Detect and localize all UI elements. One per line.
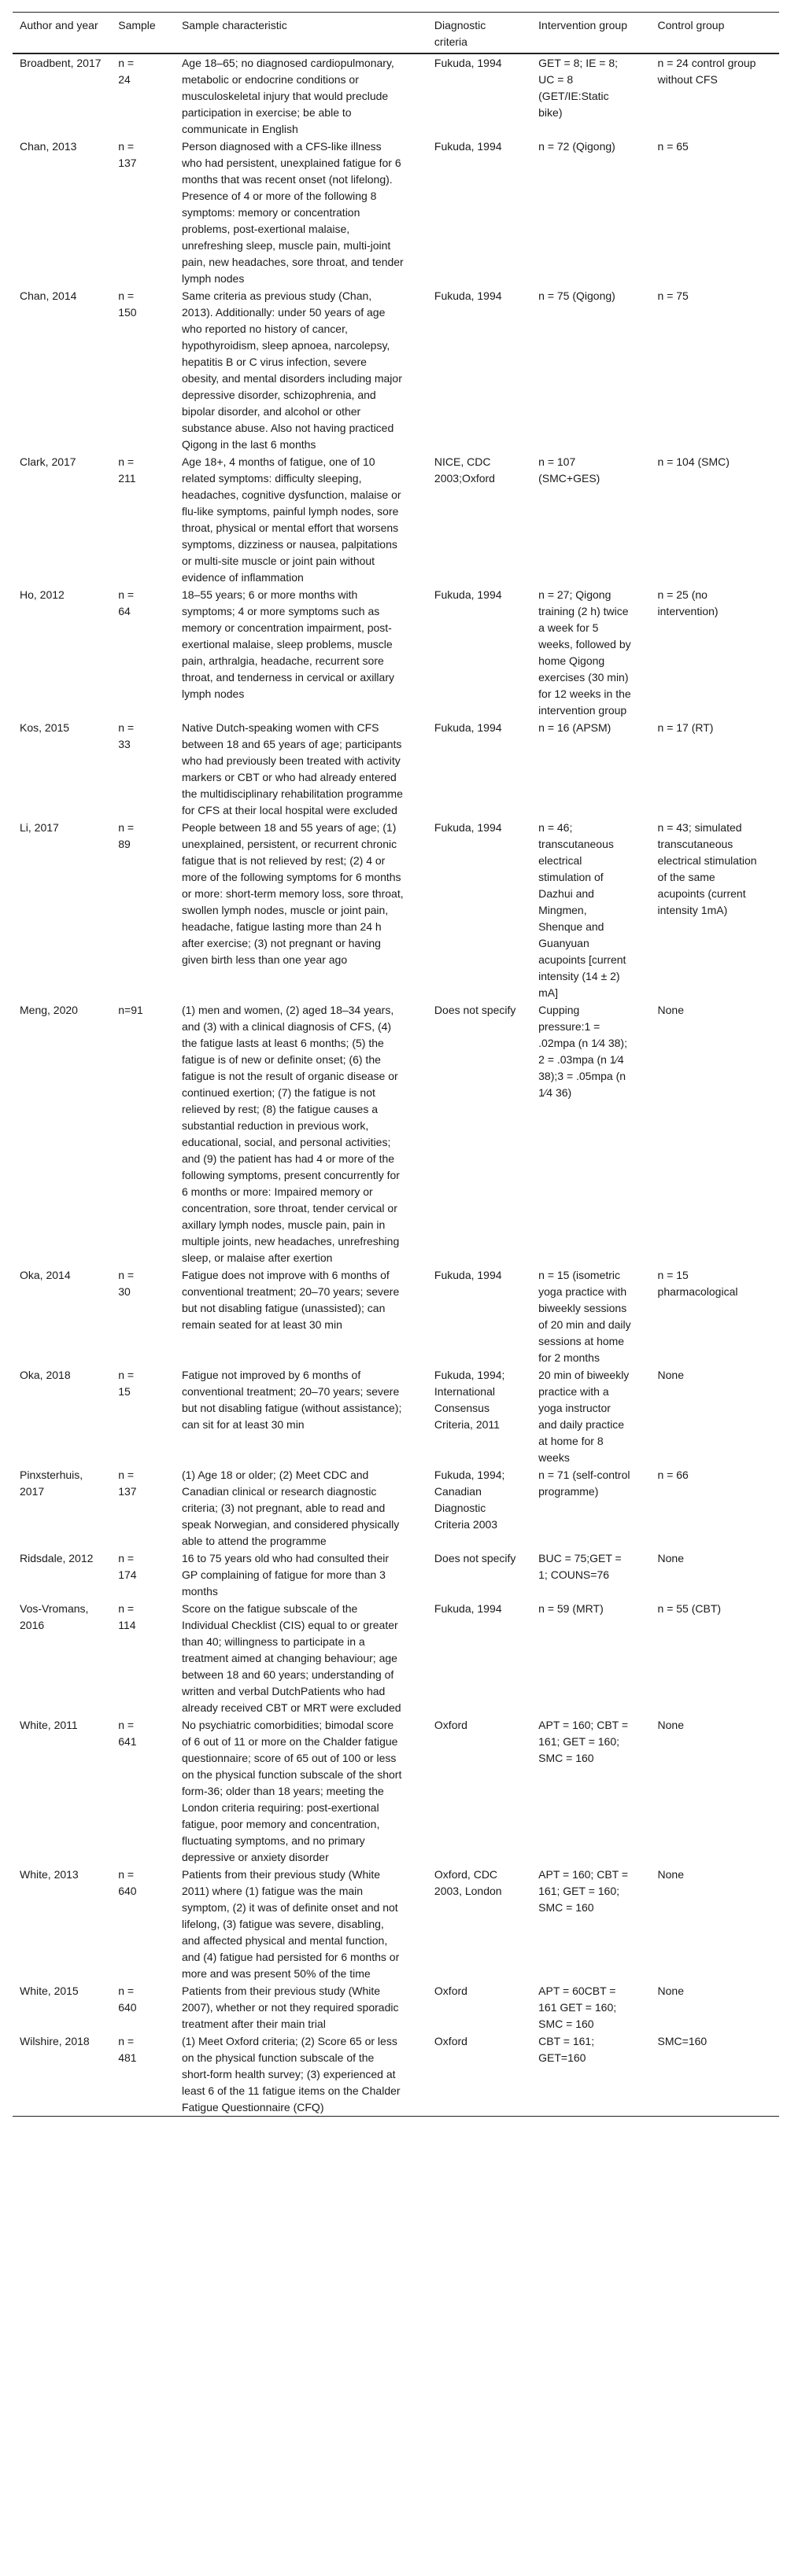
cell-text: White, 2013 bbox=[20, 1868, 79, 1881]
intervention-group-cell bbox=[538, 719, 657, 819]
header-label: Sample characteristic bbox=[181, 19, 287, 31]
cell-text: CBT = 161; GET=160 bbox=[538, 2035, 595, 2064]
intervention-group-cell bbox=[538, 287, 657, 453]
cell-text: n = 104 (SMC) bbox=[657, 455, 730, 468]
diagnostic-criteria-cell bbox=[434, 1550, 538, 1600]
cell-text: n = 24 control group without CFS bbox=[657, 57, 756, 86]
table-row bbox=[13, 1550, 779, 1600]
intervention-group-cell bbox=[538, 1600, 657, 1716]
intervention-group-cell bbox=[538, 819, 657, 1001]
cell-text: n = 137 bbox=[118, 1469, 137, 1498]
author-year-cell bbox=[13, 453, 118, 586]
table-row bbox=[13, 1600, 779, 1716]
cell-text: n = 46; transcutaneous electrical stimulation of Dazhui and Mingmen, Shenque and Guanyuan acupoints [current intensity (14 ± 2) mA] bbox=[538, 821, 626, 999]
cell-text: Clark, 2017 bbox=[20, 455, 76, 468]
intervention-group-cell bbox=[538, 586, 657, 719]
cell-text: Kos, 2015 bbox=[20, 721, 70, 734]
study-characteristics-table bbox=[13, 12, 779, 2117]
cell-text: n = 150 bbox=[118, 289, 137, 319]
cell-text: Oxford bbox=[434, 1985, 467, 1997]
control-group-cell bbox=[658, 1600, 779, 1716]
author-year-cell bbox=[13, 138, 118, 287]
cell-text: n=91 bbox=[118, 1004, 143, 1016]
header-label: Control group bbox=[657, 19, 725, 31]
table-row bbox=[13, 819, 779, 1001]
cell-text: n = 114 bbox=[118, 1602, 136, 1631]
sample-cell bbox=[118, 819, 182, 1001]
sample-characteristic-cell bbox=[182, 719, 434, 819]
cell-text: n = 211 bbox=[118, 455, 136, 485]
cell-text: Fukuda, 1994 bbox=[434, 289, 502, 302]
control-group-cell bbox=[658, 1001, 779, 1266]
author-year-cell bbox=[13, 1366, 118, 1466]
author-year-cell bbox=[13, 2032, 118, 2117]
cell-text: n = 64 bbox=[118, 588, 135, 617]
cell-text: n = 27; Qigong training (2 h) twice a week for 5 weeks, followed by home Qigong exercises (30 min) for 12 weeks in the intervention group bbox=[538, 588, 631, 717]
table-row bbox=[13, 1716, 779, 1866]
intervention-group-cell bbox=[538, 1550, 657, 1600]
cell-text: People between 18 and 55 years of age; (1) unexplained, persistent, or recurrent chronic fatigue that is not relieved by rest; (2) 4 or more of the following symptoms for 6 months or more: short-term memory loss, sore throat, swollen lymph nodes, muscle or joint pain, headache, fatigue lasting more than 24 h after exercise; (3) not pregnant or having given birth less than one year ago bbox=[181, 821, 404, 966]
diagnostic-criteria-cell bbox=[434, 138, 538, 287]
cell-text: Oxford, CDC 2003, London bbox=[434, 1868, 502, 1897]
diagnostic-criteria-cell bbox=[434, 2032, 538, 2117]
cell-text: n = 16 (APSM) bbox=[538, 721, 611, 734]
cell-text: Chan, 2013 bbox=[20, 140, 77, 153]
cell-text: APT = 60CBT = 161 GET = 160; SMC = 160 bbox=[538, 1985, 617, 2030]
cell-text: n = 137 bbox=[118, 140, 137, 169]
diagnostic-criteria-cell bbox=[434, 1001, 538, 1266]
cell-text: n = 174 bbox=[118, 1552, 137, 1581]
control-group-cell bbox=[658, 586, 779, 719]
cell-text: Fukuda, 1994 bbox=[434, 721, 502, 734]
cell-text: BUC = 75;GET = 1; COUNS=76 bbox=[538, 1552, 622, 1581]
cell-text: Chan, 2014 bbox=[20, 289, 77, 302]
table-row bbox=[13, 453, 779, 586]
intervention-group-cell bbox=[538, 1982, 657, 2032]
cell-text: Does not specify bbox=[434, 1552, 516, 1564]
cell-text: Broadbent, 2017 bbox=[20, 57, 102, 69]
cell-text: Fukuda, 1994 bbox=[434, 57, 502, 69]
cell-text: n = 65 bbox=[657, 140, 689, 153]
cell-text: n = 107 (SMC+GES) bbox=[538, 455, 600, 485]
diagnostic-criteria-cell bbox=[434, 719, 538, 819]
cell-text: Fatigue not improved by 6 months of conventional treatment; 20–70 years; severe but not disabling fatigue (without assistance); can sit for at least 30 min bbox=[181, 1369, 402, 1431]
sample-cell bbox=[118, 1982, 182, 2032]
cell-text: n = 55 (CBT) bbox=[657, 1602, 722, 1615]
diagnostic-criteria-cell bbox=[434, 287, 538, 453]
cell-text: Oxford bbox=[434, 1719, 467, 1731]
author-year-cell bbox=[13, 1982, 118, 2032]
cell-text: n = 15 pharmacological bbox=[657, 1269, 738, 1298]
cell-text: n = 24 bbox=[118, 57, 135, 86]
cell-text: Age 18+, 4 months of fatigue, one of 10 related symptoms: difficulty sleeping, headaches, cognitive dysfunction, malaise or flu-like symptoms, painful lymph nodes, sore throat, physical or mental effort that worsens symptoms, dizziness or nausea, palpitations or multi-site muscle or joint pain without evidence of inflammation bbox=[181, 455, 401, 584]
cell-text: Oxford bbox=[434, 2035, 467, 2047]
table-row bbox=[13, 2032, 779, 2117]
cell-text: n = 641 bbox=[118, 1719, 137, 1748]
cell-text: n = 15 (isometric yoga practice with biweekly sessions of 20 min and daily sessions at home for 2 months bbox=[538, 1269, 631, 1364]
header-control-group bbox=[658, 13, 779, 54]
cell-text: Fukuda, 1994 bbox=[434, 588, 502, 601]
cell-text: Vos-Vromans, 2016 bbox=[20, 1602, 89, 1631]
cell-text: n = 72 (Qigong) bbox=[538, 140, 615, 153]
table-row bbox=[13, 586, 779, 719]
cell-text: None bbox=[657, 1985, 684, 1997]
table-row bbox=[13, 1266, 779, 1366]
author-year-cell bbox=[13, 1600, 118, 1716]
diagnostic-criteria-cell bbox=[434, 819, 538, 1001]
author-year-cell bbox=[13, 53, 118, 138]
sample-characteristic-cell bbox=[182, 1982, 434, 2032]
cell-text: NICE, CDC 2003;Oxford bbox=[434, 455, 495, 485]
control-group-cell bbox=[658, 719, 779, 819]
cell-text: Fukuda, 1994 bbox=[434, 140, 502, 153]
author-year-cell bbox=[13, 287, 118, 453]
author-year-cell bbox=[13, 586, 118, 719]
cell-text: White, 2015 bbox=[20, 1985, 79, 1997]
cell-text: SMC=160 bbox=[657, 2035, 708, 2047]
sample-cell bbox=[118, 53, 182, 138]
intervention-group-cell bbox=[538, 2032, 657, 2117]
sample-cell bbox=[118, 1716, 182, 1866]
cell-text: Fatigue does not improve with 6 months of conventional treatment; 20–70 years; severe but not disabling fatigue (unassisted); can remain seated for at least 30 min bbox=[181, 1269, 400, 1331]
sample-characteristic-cell bbox=[182, 1466, 434, 1550]
control-group-cell bbox=[658, 819, 779, 1001]
sample-characteristic-cell bbox=[182, 1716, 434, 1866]
diagnostic-criteria-cell bbox=[434, 1266, 538, 1366]
diagnostic-criteria-cell bbox=[434, 1716, 538, 1866]
control-group-cell bbox=[658, 1550, 779, 1600]
cell-text: Fukuda, 1994 bbox=[434, 1602, 502, 1615]
author-year-cell bbox=[13, 1266, 118, 1366]
diagnostic-criteria-cell bbox=[434, 1600, 538, 1716]
table-header-row bbox=[13, 13, 779, 54]
author-year-cell bbox=[13, 1466, 118, 1550]
author-year-cell bbox=[13, 1866, 118, 1982]
cell-text: n = 640 bbox=[118, 1868, 137, 1897]
sample-cell bbox=[118, 1550, 182, 1600]
cell-text: n = 481 bbox=[118, 2035, 137, 2064]
cell-text: (1) men and women, (2) aged 18–34 years, and (3) with a clinical diagnosis of CFS, (4) the fatigue lasts at least 6 months; (5) the fatigue is of new or definite onset; (6) the fatigue is not the result of organic disease or continued exertion; (7) the fatigue is not relieved by rest; (8) the fatigue causes a substantial reduction in previous work, educational, social, and personal activities; and (9) the patient has had 4 or more of the following symptoms, present concurrently for 6 months or more: Impaired memory or concentration, sore throat, tender cervical or axillary lymph nodes, muscle pain, pain in multiple joints, new headaches, unrefreshing sleep, or malaise after exertion bbox=[181, 1004, 400, 1264]
author-year-cell bbox=[13, 1550, 118, 1600]
header-sample-characteristic bbox=[182, 13, 434, 54]
diagnostic-criteria-cell bbox=[434, 53, 538, 138]
table-row bbox=[13, 1982, 779, 2032]
cell-text: Patients from their previous study (White 2007), whether or not they required sporadic treatment after their main trial bbox=[181, 1985, 399, 2030]
sample-characteristic-cell bbox=[182, 819, 434, 1001]
sample-characteristic-cell bbox=[182, 453, 434, 586]
table-row bbox=[13, 287, 779, 453]
author-year-cell bbox=[13, 1001, 118, 1266]
cell-text: Fukuda, 1994 bbox=[434, 821, 502, 834]
cell-text: White, 2011 bbox=[20, 1719, 78, 1731]
sample-cell bbox=[118, 1266, 182, 1366]
control-group-cell bbox=[658, 1716, 779, 1866]
cell-text: n = 75 bbox=[657, 289, 689, 302]
control-group-cell bbox=[658, 1866, 779, 1982]
control-group-cell bbox=[658, 1982, 779, 2032]
header-label: Author and year bbox=[20, 19, 98, 31]
cell-text: Oka, 2014 bbox=[20, 1269, 71, 1281]
cell-text: n = 43; simulated transcutaneous electrical stimulation of the same acupoints (current intensity 1mA) bbox=[657, 821, 757, 916]
sample-cell bbox=[118, 1466, 182, 1550]
control-group-cell bbox=[658, 1366, 779, 1466]
cell-text: n = 25 (no intervention) bbox=[657, 588, 719, 617]
diagnostic-criteria-cell bbox=[434, 1982, 538, 2032]
cell-text: Score on the fatigue subscale of the Individual Checklist (CIS) equal to or greater than 40; willingness to participate in a treatment aimed at changing behaviour; age between 18 and 60 years; understanding of written and verbal DutchPatients who had already received CBT or MRT were excluded bbox=[181, 1602, 401, 1714]
table-row bbox=[13, 1001, 779, 1266]
cell-text: Does not specify bbox=[434, 1004, 516, 1016]
control-group-cell bbox=[658, 287, 779, 453]
cell-text: n = 89 bbox=[118, 821, 135, 850]
sample-characteristic-cell bbox=[182, 1366, 434, 1466]
sample-cell bbox=[118, 287, 182, 453]
cell-text: Fukuda, 1994 bbox=[434, 1269, 502, 1281]
table-row bbox=[13, 53, 779, 138]
sample-cell bbox=[118, 453, 182, 586]
cell-text: Li, 2017 bbox=[20, 821, 59, 834]
cell-text: n = 71 (self-control programme) bbox=[538, 1469, 630, 1498]
sample-cell bbox=[118, 1866, 182, 1982]
intervention-group-cell bbox=[538, 453, 657, 586]
cell-text: Pinxsterhuis, 2017 bbox=[20, 1469, 83, 1498]
cell-text: GET = 8; IE = 8; UC = 8 (GET/IE:Static bike) bbox=[538, 57, 619, 119]
control-group-cell bbox=[658, 1266, 779, 1366]
header-label: Diagnostic criteria bbox=[434, 19, 486, 48]
control-group-cell bbox=[658, 453, 779, 586]
cell-text: Cupping pressure:1 = .02mpa (n 1⁄4 38); 2 = .03mpa (n 1⁄4 38);3 = .05mpa (n 1⁄4 36) bbox=[538, 1004, 627, 1099]
cell-text: Person diagnosed with a CFS-like illness who had persistent, unexplained fatigue for 6 months that was recent onset (not lifelong). Presence of 4 or more of the following 8 symptoms: memory or concentration problems, post-exertional malaise, unrefreshing sleep, muscle pain, multi-joint pain, new headaches, sore throat, and tender lymph nodes bbox=[181, 140, 404, 285]
diagnostic-criteria-cell bbox=[434, 586, 538, 719]
cell-text: 18–55 years; 6 or more months with symptoms; 4 or more symptoms such as memory or concentration impairment, post-exertional malaise, sleep problems, muscle pain, arthralgia, headache, recurrent sore throat, and tenderness in cervical or axillary lymph nodes bbox=[181, 588, 394, 700]
intervention-group-cell bbox=[538, 1466, 657, 1550]
sample-characteristic-cell bbox=[182, 1600, 434, 1716]
header-sample bbox=[118, 13, 182, 54]
sample-characteristic-cell bbox=[182, 1266, 434, 1366]
cell-text: Oka, 2018 bbox=[20, 1369, 71, 1381]
header-intervention-group bbox=[538, 13, 657, 54]
intervention-group-cell bbox=[538, 53, 657, 138]
header-author-year bbox=[13, 13, 118, 54]
control-group-cell bbox=[658, 53, 779, 138]
intervention-group-cell bbox=[538, 1001, 657, 1266]
cell-text: APT = 160; CBT = 161; GET = 160; SMC = 160 bbox=[538, 1719, 629, 1764]
cell-text: n = 15 bbox=[118, 1369, 135, 1398]
author-year-cell bbox=[13, 719, 118, 819]
sample-cell bbox=[118, 719, 182, 819]
cell-text: No psychiatric comorbidities; bimodal score of 6 out of 11 or more on the Chalder fatigue questionnaire; score of 65 out of 100 or less on the physical function subscale of the short form-36; older than 18 years; meeting the London criteria requiring: post-exertional fatigue, poor memory and concentration, fluctuating symptoms, and no primary depressive or anxiety disorder bbox=[181, 1719, 402, 1863]
control-group-cell bbox=[658, 138, 779, 287]
header-label: Intervention group bbox=[538, 19, 627, 31]
cell-text: 16 to 75 years old who had consulted their GP complaining of fatigue for more than 3 months bbox=[181, 1552, 390, 1598]
cell-text: APT = 160; CBT = 161; GET = 160; SMC = 160 bbox=[538, 1868, 629, 1914]
header-diagnostic-criteria bbox=[434, 13, 538, 54]
cell-text: n = 33 bbox=[118, 721, 135, 750]
sample-cell bbox=[118, 138, 182, 287]
cell-text: n = 66 bbox=[657, 1469, 689, 1481]
intervention-group-cell bbox=[538, 1266, 657, 1366]
cell-text: n = 75 (Qigong) bbox=[538, 289, 615, 302]
cell-text: (1) Meet Oxford criteria; (2) Score 65 or less on the physical function subscale of the short-form health survey; (3) experienced at least 6 of the 11 fatigue items on the Chalder Fatigue Questionnaire (CFQ) bbox=[181, 2035, 401, 2113]
author-year-cell bbox=[13, 819, 118, 1001]
cell-text: None bbox=[657, 1369, 684, 1381]
sample-characteristic-cell bbox=[182, 586, 434, 719]
cell-text: n = 30 bbox=[118, 1269, 135, 1298]
control-group-cell bbox=[658, 1466, 779, 1550]
cell-text: Age 18–65; no diagnosed cardiopulmonary, metabolic or endocrine conditions or musculoskeletal injury that would preclude participation in exercise; be able to communicate in English bbox=[181, 57, 394, 135]
sample-cell bbox=[118, 1600, 182, 1716]
cell-text: Same criteria as previous study (Chan, 2013). Additionally: under 50 years of age who reported no history of cancer, hypothyroidism, sleep apnoea, narcolepsy, hepatitis B or C virus infection, severe obesity, and mental disorders including major depressive disorder, schizophrenia, and bipolar disorder, and alcohol or other substance abuse. Also not having practiced Qigong in the last 6 months bbox=[181, 289, 402, 451]
cell-text: None bbox=[657, 1004, 684, 1016]
intervention-group-cell bbox=[538, 1366, 657, 1466]
cell-text: n = 17 (RT) bbox=[657, 721, 714, 734]
sample-cell bbox=[118, 1001, 182, 1266]
sample-characteristic-cell bbox=[182, 2032, 434, 2117]
table-row bbox=[13, 719, 779, 819]
cell-text: Ho, 2012 bbox=[20, 588, 65, 601]
cell-text: Wilshire, 2018 bbox=[20, 2035, 90, 2047]
cell-text: None bbox=[657, 1552, 684, 1564]
sample-characteristic-cell bbox=[182, 53, 434, 138]
control-group-cell bbox=[658, 2032, 779, 2117]
table-row bbox=[13, 138, 779, 287]
sample-characteristic-cell bbox=[182, 1001, 434, 1266]
diagnostic-criteria-cell bbox=[434, 453, 538, 586]
sample-characteristic-cell bbox=[182, 138, 434, 287]
cell-text: None bbox=[657, 1719, 684, 1731]
sample-characteristic-cell bbox=[182, 1866, 434, 1982]
cell-text: Native Dutch-speaking women with CFS between 18 and 65 years of age; participants who had previously been treated with activity markers or CBT or who had already entered the multidisciplinary rehabilitation programme for CFS at their local hospital were excluded bbox=[181, 721, 403, 816]
sample-characteristic-cell bbox=[182, 1550, 434, 1600]
table-row bbox=[13, 1466, 779, 1550]
sample-cell bbox=[118, 1366, 182, 1466]
intervention-group-cell bbox=[538, 1716, 657, 1866]
cell-text: Ridsdale, 2012 bbox=[20, 1552, 94, 1564]
cell-text: 20 min of biweekly practice with a yoga instructor and daily practice at home for 8 weeks bbox=[538, 1369, 630, 1464]
cell-text: Fukuda, 1994; Canadian Diagnostic Criteria 2003 bbox=[434, 1469, 505, 1531]
diagnostic-criteria-cell bbox=[434, 1366, 538, 1466]
sample-cell bbox=[118, 2032, 182, 2117]
sample-characteristic-cell bbox=[182, 287, 434, 453]
header-label: Sample bbox=[118, 19, 156, 31]
diagnostic-criteria-cell bbox=[434, 1866, 538, 1982]
table-body bbox=[13, 53, 779, 2117]
cell-text: n = 59 (MRT) bbox=[538, 1602, 604, 1615]
intervention-group-cell bbox=[538, 138, 657, 287]
cell-text: n = 640 bbox=[118, 1985, 137, 2014]
diagnostic-criteria-cell bbox=[434, 1466, 538, 1550]
cell-text: Patients from their previous study (White 2011) where (1) fatigue was the main symptom, (2) it was of definite onset and not lifelong, (3) fatigue was severe, disabling, and affected physical and mental function, and (4) fatigue had persisted for 6 months or more and was present 50% of the time bbox=[181, 1868, 400, 1980]
cell-text: Fukuda, 1994; International Consensus Criteria, 2011 bbox=[434, 1369, 505, 1431]
cell-text: (1) Age 18 or older; (2) Meet CDC and Canadian clinical or research diagnostic criteria; (3) not pregnant, able to read and speak Norwegian, and considered physically able to attend the programme bbox=[181, 1469, 400, 1547]
table-row bbox=[13, 1366, 779, 1466]
author-year-cell bbox=[13, 1716, 118, 1866]
cell-text: None bbox=[657, 1868, 684, 1881]
intervention-group-cell bbox=[538, 1866, 657, 1982]
cell-text: Meng, 2020 bbox=[20, 1004, 78, 1016]
sample-cell bbox=[118, 586, 182, 719]
table-row bbox=[13, 1866, 779, 1982]
